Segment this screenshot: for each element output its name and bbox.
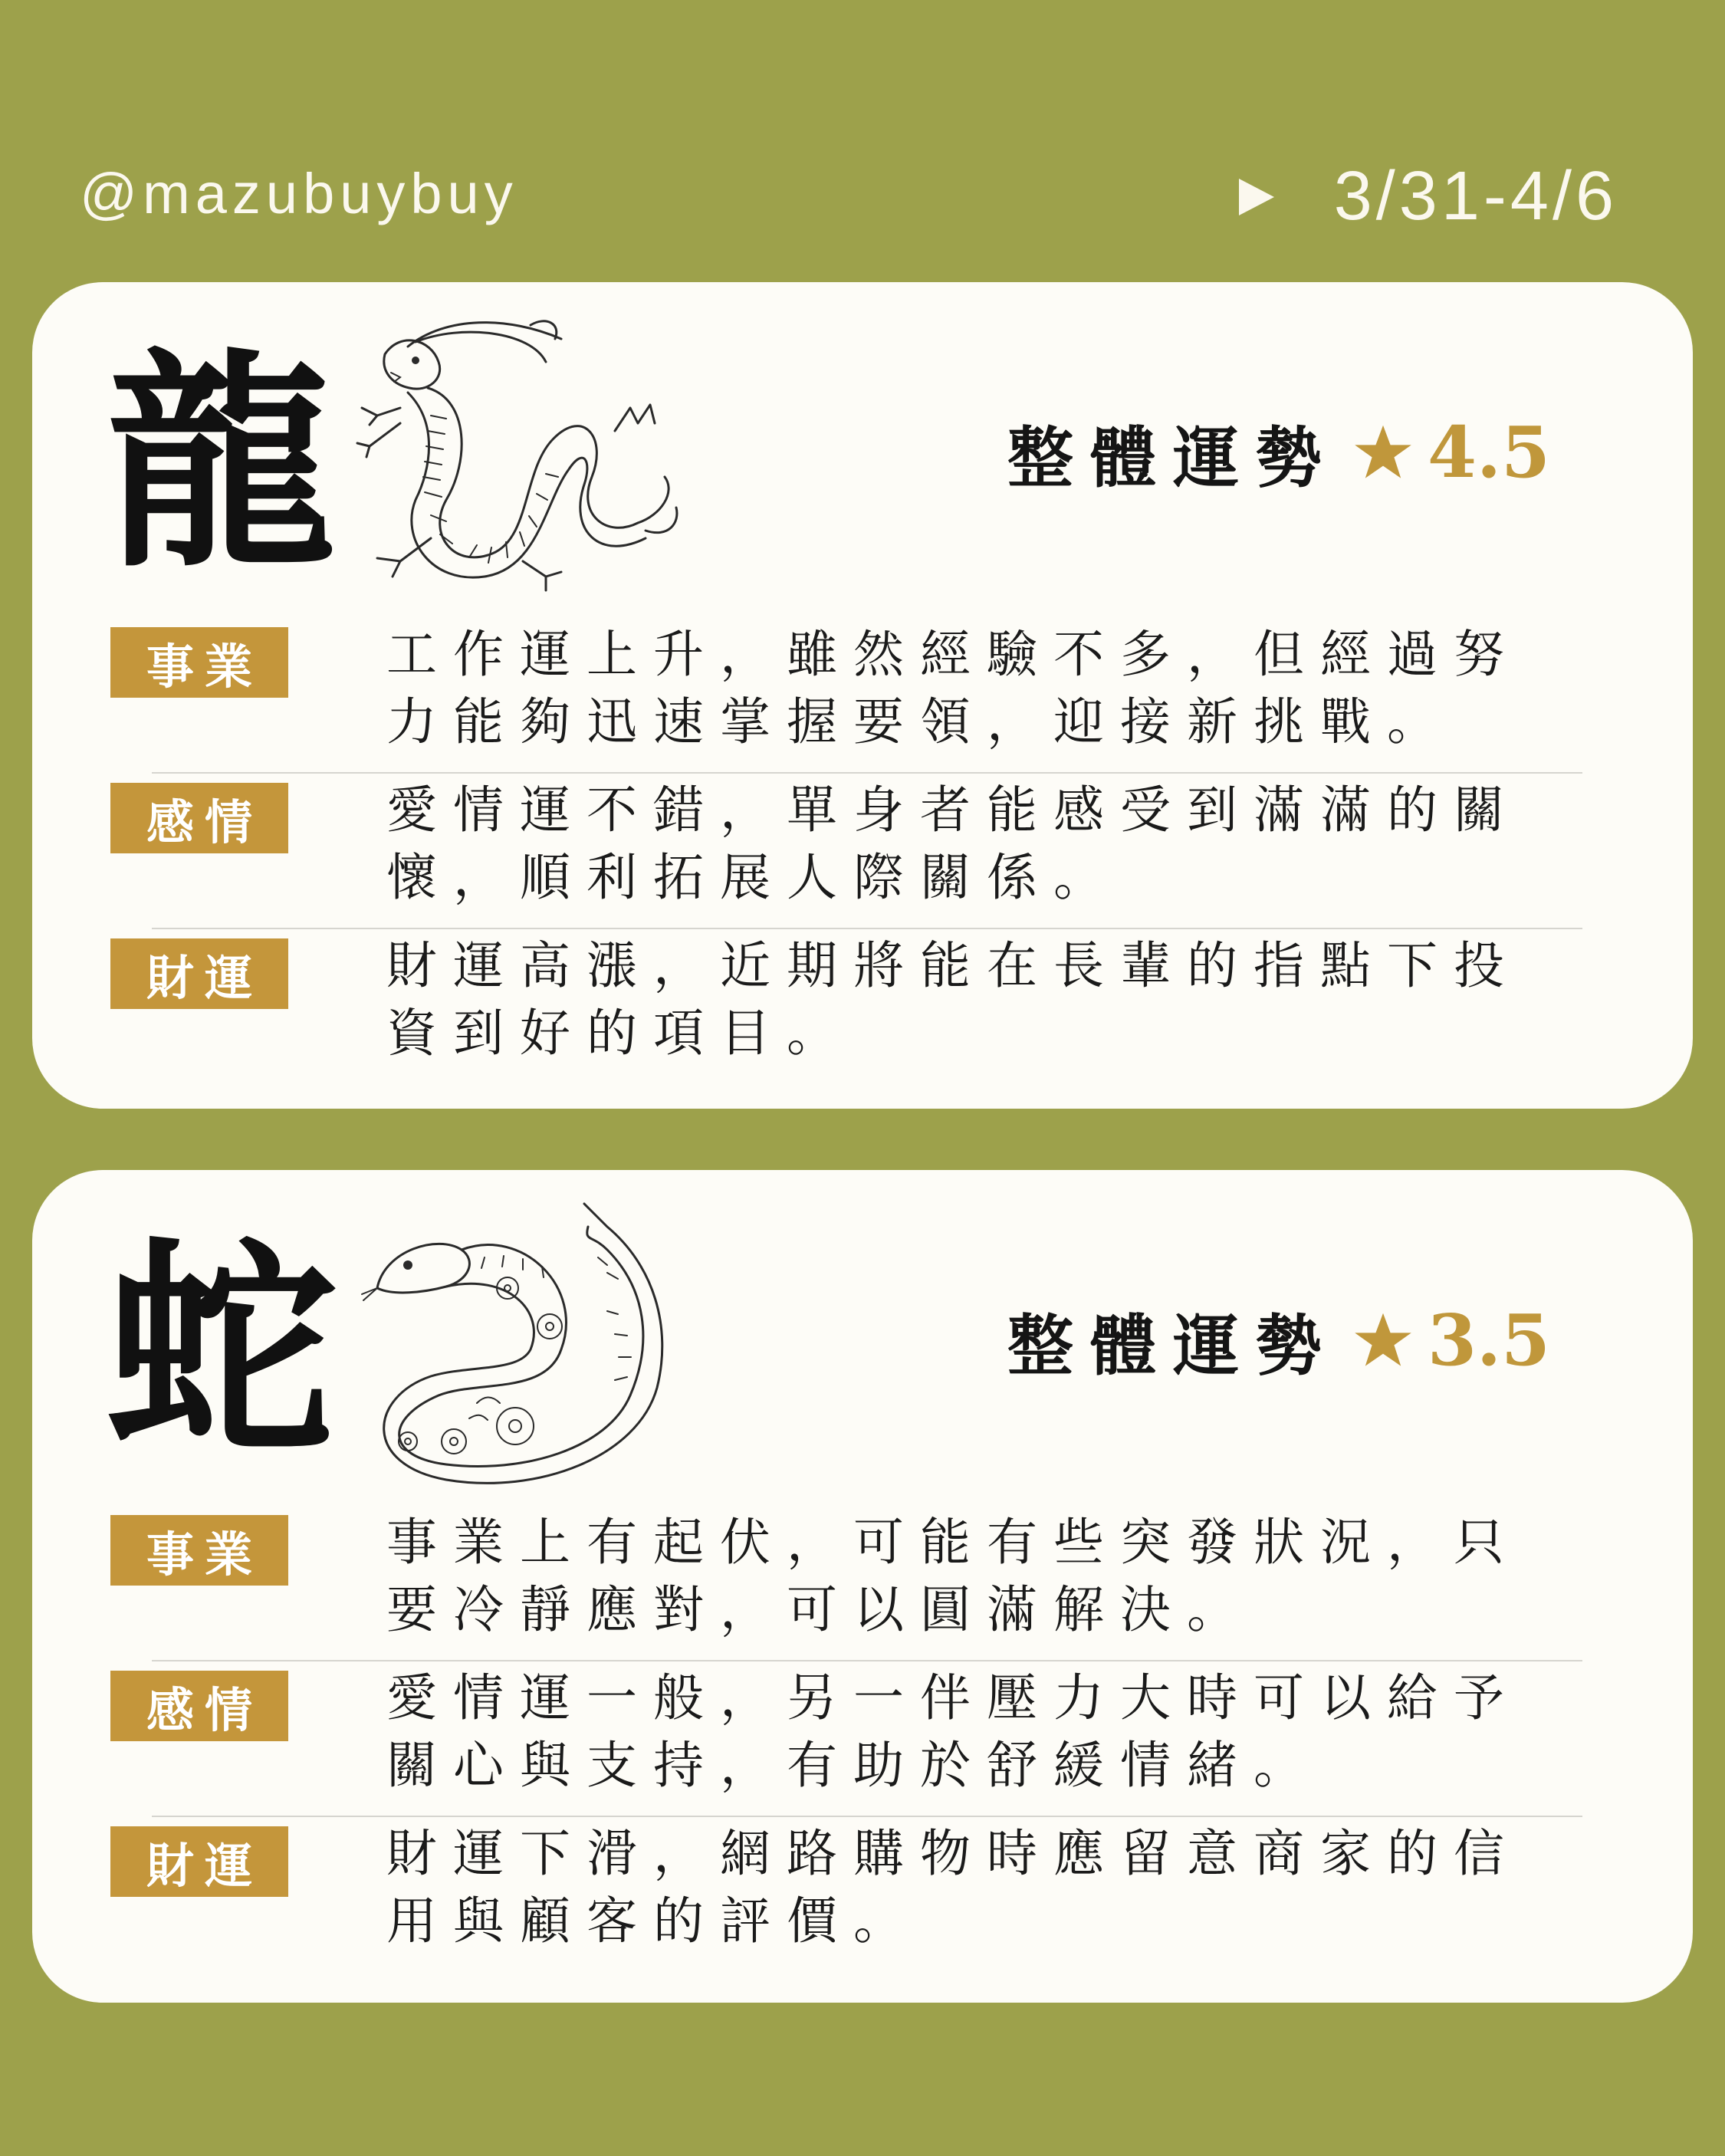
- row-tag: 財運: [110, 938, 288, 1009]
- row-text: 愛情運一般，另一伴壓力大時可以給予關心與支持，有助於舒緩情緒。: [386, 1668, 1520, 1795]
- row-tag: 感情: [110, 1671, 288, 1741]
- snake-illustration-icon: [354, 1196, 684, 1487]
- account-handle: @mazubuybuy: [80, 162, 518, 225]
- row-tag: 事業: [110, 627, 288, 698]
- row-tag: 財運: [110, 1826, 288, 1897]
- date-range: 3/31-4/6: [1333, 158, 1618, 235]
- overall-label: 整體運勢: [1007, 419, 1339, 497]
- fortune-rows: [110, 618, 1582, 1085]
- overall-rating: [1007, 1293, 1550, 1388]
- row-tag: 事業: [110, 1515, 288, 1586]
- fortune-row-career: [110, 618, 1582, 774]
- fortune-row-wealth: [110, 1817, 1582, 1973]
- row-text: 事業上有起伏，可能有些突發狀況，只要冷靜應對，可以圓滿解決。: [386, 1513, 1520, 1639]
- star-icon: [1352, 422, 1414, 483]
- star-icon: [1352, 1310, 1414, 1371]
- zodiac-name: 龍: [106, 327, 336, 598]
- overall-score: 4.5: [1427, 411, 1550, 494]
- play-triangle-icon: [1239, 179, 1274, 215]
- dragon-illustration-icon: [354, 308, 684, 600]
- row-text: 財運高漲，近期將能在長輩的指點下投資到好的項目。: [386, 936, 1520, 1063]
- zodiac-card-dragon: [32, 282, 1693, 1109]
- overall-score: 3.5: [1427, 1299, 1550, 1382]
- overall-label: 整體運勢: [1007, 1307, 1339, 1385]
- overall-rating: [1007, 405, 1550, 500]
- zodiac-name: 蛇: [106, 1215, 336, 1486]
- fortune-row-love: [110, 774, 1582, 929]
- fortune-row-wealth: [110, 929, 1582, 1085]
- row-tag: 感情: [110, 783, 288, 853]
- date-range-group: [1239, 157, 1618, 236]
- row-text: 財運下滑，網路購物時應留意商家的信用與顧客的評價。: [386, 1824, 1520, 1951]
- fortune-row-career: [110, 1506, 1582, 1661]
- zodiac-card-snake: [32, 1170, 1693, 2003]
- fortune-row-love: [110, 1661, 1582, 1817]
- fortune-rows: [110, 1506, 1582, 1973]
- row-text: 愛情運不錯，單身者能感受到滿滿的關懷，順利拓展人際關係。: [386, 781, 1520, 907]
- row-text: 工作運上升，雖然經驗不多，但經過努力能夠迅速掌握要領，迎接新挑戰。: [386, 625, 1520, 751]
